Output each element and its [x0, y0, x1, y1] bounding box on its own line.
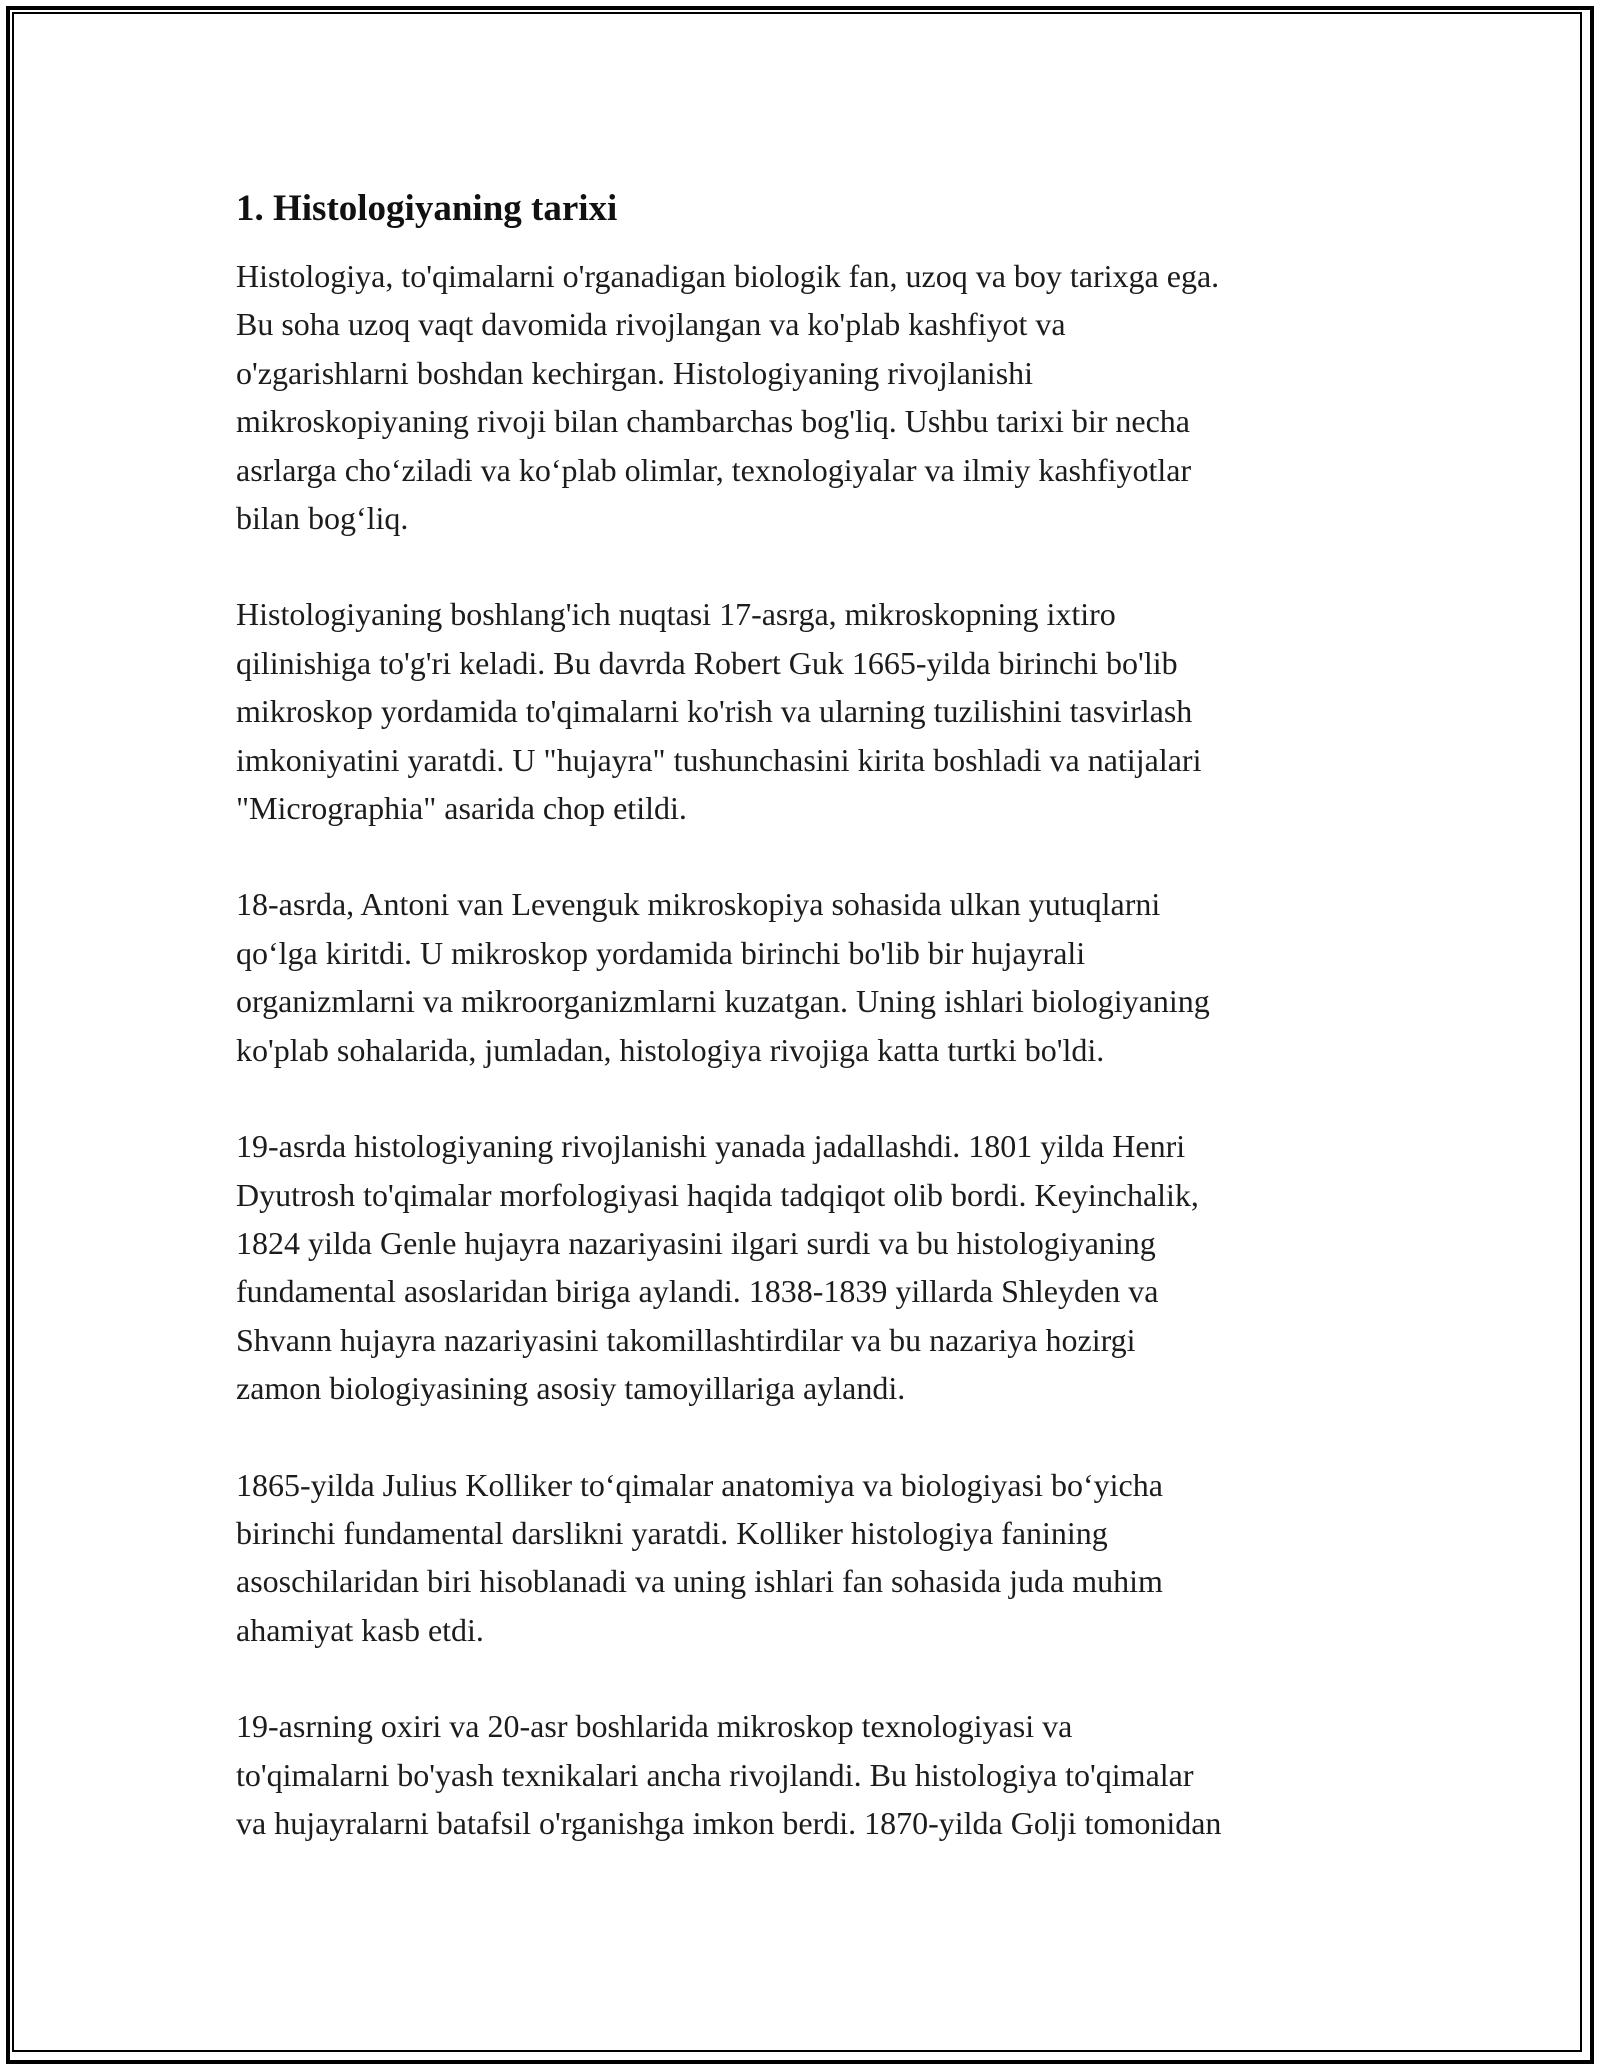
section-heading: 1. Histologiyaning tarixi [236, 188, 618, 229]
paragraph-kolliker: 1865-yilda Julius Kolliker toʻqimalar anatomiya va biologiyasi boʻyicha birinchi fundamental darslikni yaratdi. Kolliker histologiya fanining asoschilaridan biri hisoblanadi va uning ishlari fan sohasida juda muhim ahamiyat kasb etdi. [236, 1466, 1163, 1648]
paragraph-18th-century: 18-asrda, Antoni van Levenguk mikroskopiya sohasida ulkan yutuqlarni qoʻlga kiritdi. U mikroskop yordamida birinchi bo'lib bir hujayrali organizmlarni va mikroorganizmlarni kuzatgan. Uning ishlari biologiyaning ko'plab sohalarida, jumladan, histologiya rivojiga katta turtki bo'ldi. [236, 886, 1210, 1068]
paragraph-intro: Histologiya, to'qimalarni o'rganadigan biologik fan, uzoq va boy tarixga ega. Bu soha uzoq vaqt davomida rivojlangan va ko'plab kashfiyot va o'zgarishlarni boshdan kechirgan. Histologiyaning rivojlanishi mikroskopiyaning rivoji bilan chambarchas bog'liq. Ushbu tarixi bir necha asrlarga choʻziladi va koʻplab olimlar, texnologiyalar va ilmiy kashfiyotlar bilan bogʻliq. [236, 258, 1220, 537]
paragraph-19th-century: 19-asrda histologiyaning rivojlanishi yanada jadallashdi. 1801 yilda Henri Dyutrosh to'qimalar morfologiyasi haqida tadqiqot olib bordi. Keyinchalik, 1824 yilda Genle hujayra nazariyasini ilgari surdi va bu histologiyaning fundamental asoslaridan biriga aylandi. 1838-1839 yillarda Shleyden va Shvann hujayra nazariyasini takomillashtirdilar va bu nazariya hozirgi zamon biologiyasining asosiy tamoyillariga aylandi. [236, 1128, 1199, 1407]
paragraph-20th-century: 19-asrning oxiri va 20-asr boshlarida mikroskop texnologiyasi va to'qimalarni bo'yash texnikalari ancha rivojlandi. Bu histologiya to'qimalar va hujayralarni batafsil o'rganishga imkon berdi. 1870-yilda Golji tomonidan [236, 1708, 1222, 1841]
paragraph-17th-century: Histologiyaning boshlang'ich nuqtasi 17-asrga, mikroskopning ixtiro qilinishiga to'g'ri keladi. Bu davrda Robert Guk 1665-yilda birinchi bo'lib mikroskop yordamida to'qimalarni ko'rish va ularning tuzilishini tasvirlash imkoniyatini yaratdi. U "hujayra" tushunchasini kirita boshladi va natijalari "Micrographia" asarida chop etildi. [236, 596, 1202, 827]
document-body [236, 186, 1386, 1895]
